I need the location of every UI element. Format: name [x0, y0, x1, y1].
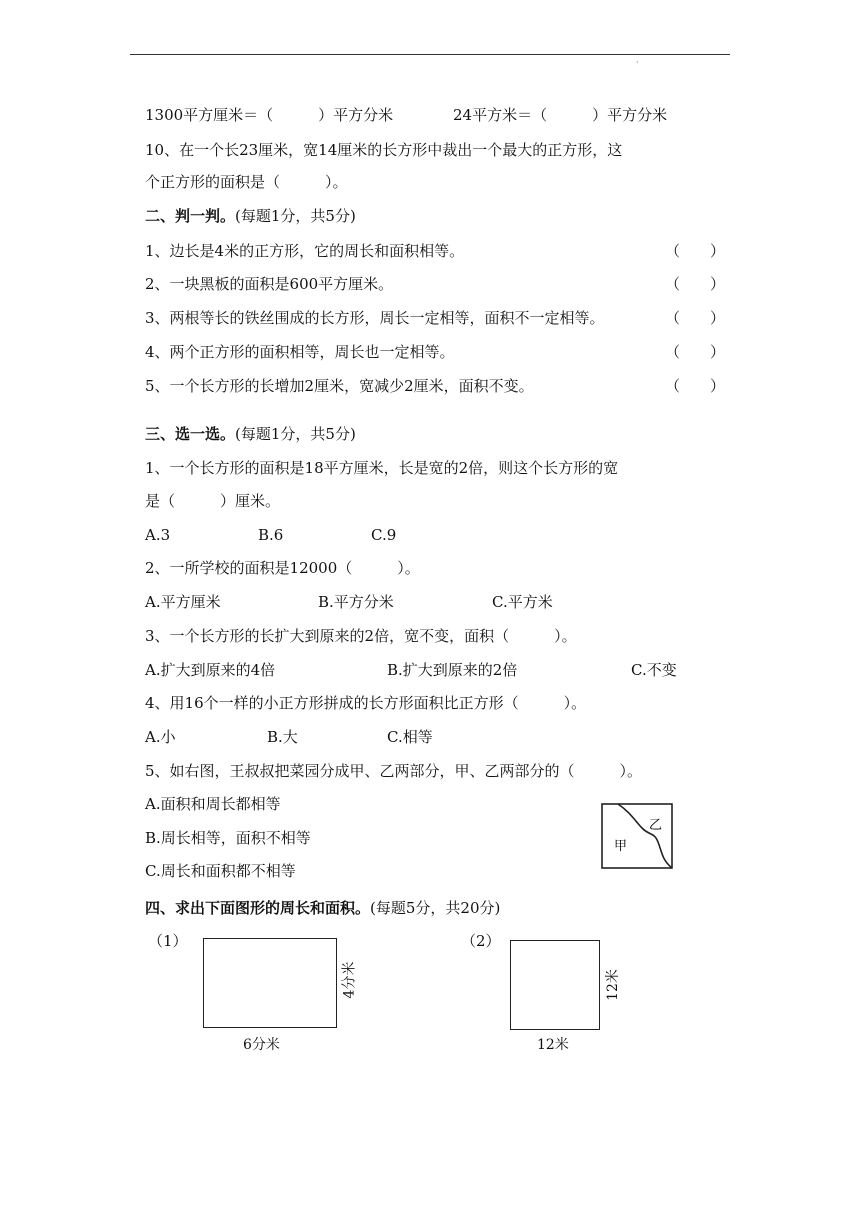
compute-heading-title: 四、求出下面图形的周长和面积。	[145, 899, 371, 917]
q10-line2: 个正方形的面积是（ ）。	[145, 173, 348, 191]
q2-option-c[interactable]: C.平方米	[492, 593, 553, 611]
q1-option-b[interactable]: B.6	[258, 526, 284, 544]
choose-q5: 5、如右图，王叔叔把菜园分成甲、乙两部分，甲、乙两部分的（ ）。	[145, 762, 643, 780]
judge-heading	[145, 205, 356, 227]
judge-answer-4[interactable]: （ ）	[665, 343, 726, 361]
judge-item-3: 3、两根等长的铁丝围成的长方形，周长一定相等，面积不一定相等。	[145, 309, 605, 327]
choose-q4: 4、用16个一样的小正方形拼成的长方形面积比正方形（ ）。	[145, 694, 587, 712]
figure1-rectangle	[203, 938, 337, 1028]
q3-option-b[interactable]: B.扩大到原来的2倍	[387, 661, 518, 679]
garden-label-yi: 乙	[649, 818, 663, 833]
q4-option-c[interactable]: C.相等	[387, 728, 433, 746]
judge-heading-title: 二、判一判。	[145, 207, 236, 225]
fill-line-a: 1300平方厘米＝（ ）平方分米	[145, 106, 394, 124]
header-dot: ·	[636, 58, 639, 67]
figure2-square	[510, 940, 600, 1030]
choose-q3: 3、一个长方形的长扩大到原来的2倍，宽不变，面积（ ）。	[145, 627, 577, 645]
figure1-side-label: 4分米	[341, 961, 358, 999]
q5-option-b[interactable]: B.周长相等，面积不相等	[145, 829, 311, 847]
choose-heading	[145, 423, 356, 445]
choose-heading-note: (每题1分，共5分)	[235, 425, 356, 443]
choose-heading-title: 三、选一选。	[145, 425, 236, 443]
judge-item-2: 2、一块黑板的面积是600平方厘米。	[145, 275, 394, 293]
compute-heading	[145, 897, 500, 919]
q5-option-a[interactable]: A.面积和周长都相等	[145, 795, 281, 813]
judge-item-4: 4、两个正方形的面积相等，周长也一定相等。	[145, 343, 455, 361]
figure2-side-label: 12米	[604, 969, 621, 1001]
figure1-number: （1）	[148, 932, 188, 950]
figure2-number: （2）	[461, 932, 501, 950]
judge-item-1: 1、边长是4米的正方形，它的周长和面积相等。	[145, 242, 465, 260]
garden-border	[602, 804, 672, 868]
q4-option-b[interactable]: B.大	[267, 728, 298, 746]
compute-heading-note: (每题5分，共20分)	[370, 899, 501, 917]
q2-option-b[interactable]: B.平方分米	[318, 593, 394, 611]
garden-diagram	[600, 802, 676, 872]
fill-line-b: 24平方米＝（ ）平方分米	[453, 106, 668, 124]
garden-divider	[618, 804, 672, 868]
judge-heading-note: (每题1分，共5分)	[235, 207, 356, 225]
q2-option-a[interactable]: A.平方厘米	[145, 593, 221, 611]
figure1-bottom-label: 6分米	[243, 1037, 280, 1053]
judge-answer-3[interactable]: （ ）	[665, 309, 726, 327]
judge-answer-1[interactable]: （ ）	[665, 242, 726, 260]
judge-item-5: 5、一个长方形的长增加2厘米，宽减少2厘米，面积不变。	[145, 377, 534, 395]
q4-option-a[interactable]: A.小	[145, 728, 176, 746]
judge-answer-2[interactable]: （ ）	[665, 275, 726, 293]
header-rule	[130, 54, 730, 55]
judge-answer-5[interactable]: （ ）	[665, 377, 726, 395]
choose-q2: 2、一所学校的面积是12000（ ）。	[145, 559, 420, 577]
q3-option-a[interactable]: A.扩大到原来的4倍	[145, 661, 276, 679]
q1-option-a[interactable]: A.3	[145, 526, 171, 544]
choose-q1-line1: 1、一个长方形的面积是18平方厘米，长是宽的2倍，则这个长方形的宽	[145, 459, 619, 477]
garden-label-jia: 甲	[614, 839, 628, 854]
q10-line1: 10、在一个长23厘米，宽14厘米的长方形中裁出一个最大的正方形，这	[145, 141, 623, 159]
figure2-bottom-label: 12米	[537, 1037, 569, 1053]
q1-option-c[interactable]: C.9	[371, 526, 397, 544]
q5-option-c[interactable]: C.周长和面积都不相等	[145, 862, 296, 880]
choose-q1-line2: 是（ ）厘米。	[145, 492, 281, 510]
q3-option-c[interactable]: C.不变	[631, 661, 677, 679]
